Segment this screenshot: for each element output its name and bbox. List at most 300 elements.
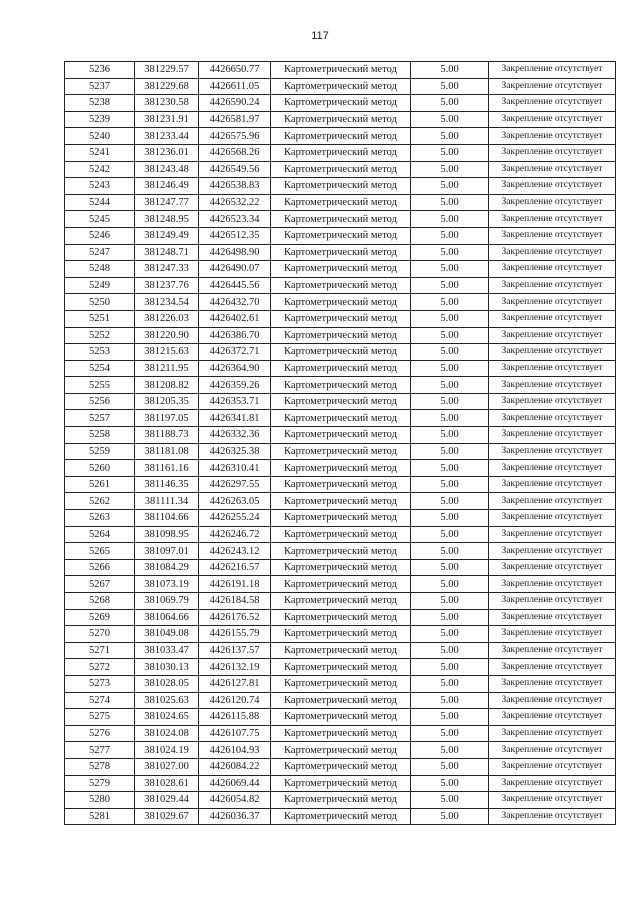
method-cell: Картометрический метод [271,62,411,79]
accuracy-cell: 5.00 [411,310,489,327]
accuracy-cell: 5.00 [411,725,489,742]
accuracy-cell: 5.00 [411,692,489,709]
table-row [65,227,616,244]
method-cell: Картометрический метод [271,593,411,610]
point-number-cell: 5271 [65,642,135,659]
point-number-cell: 5237 [65,78,135,95]
fixation-cell: Закрепление отсутствует [489,244,616,261]
table-row [65,758,616,775]
y-coordinate-cell: 4426372.71 [199,344,271,361]
accuracy-cell: 5.00 [411,111,489,128]
point-number-cell: 5242 [65,161,135,178]
accuracy-cell: 5.00 [411,178,489,195]
method-cell: Картометрический метод [271,725,411,742]
table-row [65,692,616,709]
fixation-cell: Закрепление отсутствует [489,510,616,527]
method-cell: Картометрический метод [271,244,411,261]
method-cell: Картометрический метод [271,95,411,112]
x-coordinate-cell: 381181.08 [135,443,199,460]
accuracy-cell: 5.00 [411,78,489,95]
method-cell: Картометрический метод [271,675,411,692]
x-coordinate-cell: 381229.68 [135,78,199,95]
method-cell: Картометрический метод [271,161,411,178]
table-row [65,559,616,576]
y-coordinate-cell: 4426498.90 [199,244,271,261]
table-row [65,161,616,178]
x-coordinate-cell: 381248.71 [135,244,199,261]
method-cell: Картометрический метод [271,410,411,427]
x-coordinate-cell: 381237.76 [135,277,199,294]
x-coordinate-cell: 381249.49 [135,227,199,244]
table-row [65,360,616,377]
fixation-cell: Закрепление отсутствует [489,360,616,377]
x-coordinate-cell: 381028.05 [135,675,199,692]
point-number-cell: 5244 [65,194,135,211]
method-cell: Картометрический метод [271,128,411,145]
point-number-cell: 5273 [65,675,135,692]
x-coordinate-cell: 381033.47 [135,642,199,659]
y-coordinate-cell: 4426132.19 [199,659,271,676]
x-coordinate-cell: 381197.05 [135,410,199,427]
y-coordinate-cell: 4426432.70 [199,294,271,311]
point-number-cell: 5279 [65,775,135,792]
y-coordinate-cell: 4426243.12 [199,543,271,560]
fixation-cell: Закрепление отсутствует [489,128,616,145]
table-row [65,261,616,278]
accuracy-cell: 5.00 [411,758,489,775]
method-cell: Картометрический метод [271,277,411,294]
y-coordinate-cell: 4426176.52 [199,609,271,626]
table-row [65,593,616,610]
y-coordinate-cell: 4426575.96 [199,128,271,145]
point-number-cell: 5268 [65,593,135,610]
x-coordinate-cell: 381211.95 [135,360,199,377]
table-row [65,211,616,228]
table-row [65,808,616,825]
accuracy-cell: 5.00 [411,427,489,444]
y-coordinate-cell: 4426490.07 [199,261,271,278]
point-number-cell: 5266 [65,559,135,576]
y-coordinate-cell: 4426538.83 [199,178,271,195]
accuracy-cell: 5.00 [411,194,489,211]
fixation-cell: Закрепление отсутствует [489,675,616,692]
point-number-cell: 5269 [65,609,135,626]
table-row [65,543,616,560]
method-cell: Картометрический метод [271,709,411,726]
y-coordinate-cell: 4426386.70 [199,327,271,344]
x-coordinate-cell: 381073.19 [135,576,199,593]
point-number-cell: 5265 [65,543,135,560]
coordinates-table [64,61,616,825]
y-coordinate-cell: 4426127.81 [199,675,271,692]
accuracy-cell: 5.00 [411,593,489,610]
accuracy-cell: 5.00 [411,609,489,626]
fixation-cell: Закрепление отсутствует [489,393,616,410]
x-coordinate-cell: 381205.35 [135,393,199,410]
y-coordinate-cell: 4426650.77 [199,62,271,79]
y-coordinate-cell: 4426512.35 [199,227,271,244]
accuracy-cell: 5.00 [411,227,489,244]
fixation-cell: Закрепление отсутствует [489,692,616,709]
method-cell: Картометрический метод [271,742,411,759]
table-row [65,526,616,543]
method-cell: Картометрический метод [271,609,411,626]
point-number-cell: 5238 [65,95,135,112]
fixation-cell: Закрепление отсутствует [489,211,616,228]
method-cell: Картометрический метод [271,360,411,377]
fixation-cell: Закрепление отсутствует [489,161,616,178]
x-coordinate-cell: 381111.34 [135,493,199,510]
accuracy-cell: 5.00 [411,559,489,576]
y-coordinate-cell: 4426445.56 [199,277,271,294]
fixation-cell: Закрепление отсутствует [489,742,616,759]
accuracy-cell: 5.00 [411,510,489,527]
point-number-cell: 5249 [65,277,135,294]
point-number-cell: 5278 [65,758,135,775]
x-coordinate-cell: 381243.48 [135,161,199,178]
point-number-cell: 5281 [65,808,135,825]
point-number-cell: 5256 [65,393,135,410]
fixation-cell: Закрепление отсутствует [489,62,616,79]
y-coordinate-cell: 4426611.05 [199,78,271,95]
x-coordinate-cell: 381247.77 [135,194,199,211]
point-number-cell: 5270 [65,626,135,643]
table-row [65,460,616,477]
accuracy-cell: 5.00 [411,642,489,659]
fixation-cell: Закрепление отсутствует [489,277,616,294]
y-coordinate-cell: 4426581.97 [199,111,271,128]
x-coordinate-cell: 381030.13 [135,659,199,676]
accuracy-cell: 5.00 [411,62,489,79]
point-number-cell: 5247 [65,244,135,261]
x-coordinate-cell: 381028.61 [135,775,199,792]
x-coordinate-cell: 381104.66 [135,510,199,527]
x-coordinate-cell: 381098.95 [135,526,199,543]
method-cell: Картометрический метод [271,526,411,543]
accuracy-cell: 5.00 [411,360,489,377]
accuracy-cell: 5.00 [411,277,489,294]
method-cell: Картометрический метод [271,692,411,709]
point-number-cell: 5274 [65,692,135,709]
point-number-cell: 5257 [65,410,135,427]
fixation-cell: Закрепление отсутствует [489,294,616,311]
fixation-cell: Закрепление отсутствует [489,377,616,394]
table-row [65,659,616,676]
accuracy-cell: 5.00 [411,526,489,543]
x-coordinate-cell: 381069.79 [135,593,199,610]
point-number-cell: 5240 [65,128,135,145]
point-number-cell: 5264 [65,526,135,543]
method-cell: Картометрический метод [271,144,411,161]
fixation-cell: Закрепление отсутствует [489,775,616,792]
point-number-cell: 5262 [65,493,135,510]
fixation-cell: Закрепление отсутствует [489,178,616,195]
point-number-cell: 5277 [65,742,135,759]
y-coordinate-cell: 4426054.82 [199,792,271,809]
fixation-cell: Закрепление отсутствует [489,410,616,427]
y-coordinate-cell: 4426107.75 [199,725,271,742]
fixation-cell: Закрепление отсутствует [489,526,616,543]
x-coordinate-cell: 381024.19 [135,742,199,759]
y-coordinate-cell: 4426532.22 [199,194,271,211]
y-coordinate-cell: 4426104.93 [199,742,271,759]
method-cell: Картометрический метод [271,194,411,211]
method-cell: Картометрический метод [271,559,411,576]
x-coordinate-cell: 381029.67 [135,808,199,825]
accuracy-cell: 5.00 [411,792,489,809]
point-number-cell: 5252 [65,327,135,344]
accuracy-cell: 5.00 [411,543,489,560]
point-number-cell: 5246 [65,227,135,244]
fixation-cell: Закрепление отсутствует [489,792,616,809]
page-number: 117 [311,30,329,42]
accuracy-cell: 5.00 [411,244,489,261]
point-number-cell: 5243 [65,178,135,195]
fixation-cell: Закрепление отсутствует [489,327,616,344]
fixation-cell: Закрепление отсутствует [489,626,616,643]
point-number-cell: 5280 [65,792,135,809]
point-number-cell: 5248 [65,261,135,278]
table-row [65,377,616,394]
y-coordinate-cell: 4426402.61 [199,310,271,327]
table-row [65,277,616,294]
accuracy-cell: 5.00 [411,626,489,643]
x-coordinate-cell: 381097.01 [135,543,199,560]
point-number-cell: 5261 [65,476,135,493]
table-row [65,78,616,95]
method-cell: Картометрический метод [271,758,411,775]
method-cell: Картометрический метод [271,576,411,593]
table-row [65,128,616,145]
method-cell: Картометрический метод [271,393,411,410]
x-coordinate-cell: 381234.54 [135,294,199,311]
y-coordinate-cell: 4426255.24 [199,510,271,527]
point-number-cell: 5267 [65,576,135,593]
accuracy-cell: 5.00 [411,808,489,825]
method-cell: Картометрический метод [271,78,411,95]
accuracy-cell: 5.00 [411,377,489,394]
table-row [65,742,616,759]
point-number-cell: 5250 [65,294,135,311]
point-number-cell: 5236 [65,62,135,79]
point-number-cell: 5258 [65,427,135,444]
coordinates-table-body [65,62,616,825]
accuracy-cell: 5.00 [411,327,489,344]
y-coordinate-cell: 4426263.05 [199,493,271,510]
fixation-cell: Закрепление отсутствует [489,758,616,775]
table-row [65,95,616,112]
method-cell: Картометрический метод [271,327,411,344]
accuracy-cell: 5.00 [411,294,489,311]
fixation-cell: Закрепление отсутствует [489,111,616,128]
y-coordinate-cell: 4426310.41 [199,460,271,477]
accuracy-cell: 5.00 [411,659,489,676]
table-row [65,244,616,261]
method-cell: Картометрический метод [271,460,411,477]
x-coordinate-cell: 381208.82 [135,377,199,394]
x-coordinate-cell: 381229.57 [135,62,199,79]
fixation-cell: Закрепление отсутствует [489,194,616,211]
y-coordinate-cell: 4426184.58 [199,593,271,610]
table-row [65,178,616,195]
point-number-cell: 5254 [65,360,135,377]
fixation-cell: Закрепление отсутствует [489,808,616,825]
y-coordinate-cell: 4426115.88 [199,709,271,726]
accuracy-cell: 5.00 [411,476,489,493]
fixation-cell: Закрепление отсутствует [489,460,616,477]
table-row [65,609,616,626]
table-row [65,493,616,510]
table-row [65,709,616,726]
method-cell: Картометрический метод [271,659,411,676]
fixation-cell: Закрепление отсутствует [489,609,616,626]
method-cell: Картометрический метод [271,211,411,228]
x-coordinate-cell: 381247.33 [135,261,199,278]
y-coordinate-cell: 4426084.22 [199,758,271,775]
fixation-cell: Закрепление отсутствует [489,709,616,726]
x-coordinate-cell: 381226.03 [135,310,199,327]
fixation-cell: Закрепление отсутствует [489,642,616,659]
accuracy-cell: 5.00 [411,261,489,278]
accuracy-cell: 5.00 [411,128,489,145]
method-cell: Картометрический метод [271,344,411,361]
fixation-cell: Закрепление отсутствует [489,493,616,510]
x-coordinate-cell: 381025.63 [135,692,199,709]
method-cell: Картометрический метод [271,808,411,825]
y-coordinate-cell: 4426353.71 [199,393,271,410]
x-coordinate-cell: 381231.91 [135,111,199,128]
fixation-cell: Закрепление отсутствует [489,576,616,593]
accuracy-cell: 5.00 [411,95,489,112]
fixation-cell: Закрепление отсутствует [489,144,616,161]
table-row [65,510,616,527]
x-coordinate-cell: 381246.49 [135,178,199,195]
y-coordinate-cell: 4426364.90 [199,360,271,377]
method-cell: Картометрический метод [271,642,411,659]
table-row [65,476,616,493]
table-row [65,344,616,361]
fixation-cell: Закрепление отсутствует [489,78,616,95]
y-coordinate-cell: 4426120.74 [199,692,271,709]
y-coordinate-cell: 4426036.37 [199,808,271,825]
table-row [65,427,616,444]
x-coordinate-cell: 381029.44 [135,792,199,809]
point-number-cell: 5241 [65,144,135,161]
method-cell: Картометрический метод [271,443,411,460]
x-coordinate-cell: 381084.29 [135,559,199,576]
accuracy-cell: 5.00 [411,493,489,510]
fixation-cell: Закрепление отсутствует [489,593,616,610]
y-coordinate-cell: 4426341.81 [199,410,271,427]
fixation-cell: Закрепление отсутствует [489,659,616,676]
y-coordinate-cell: 4426155.79 [199,626,271,643]
fixation-cell: Закрепление отсутствует [489,310,616,327]
x-coordinate-cell: 381161.16 [135,460,199,477]
method-cell: Картометрический метод [271,476,411,493]
x-coordinate-cell: 381064.66 [135,609,199,626]
table-row [65,294,616,311]
table-row [65,62,616,79]
x-coordinate-cell: 381236.01 [135,144,199,161]
table-row [65,443,616,460]
accuracy-cell: 5.00 [411,576,489,593]
accuracy-cell: 5.00 [411,742,489,759]
method-cell: Картометрический метод [271,294,411,311]
y-coordinate-cell: 4426332.36 [199,427,271,444]
fixation-cell: Закрепление отсутствует [489,227,616,244]
table-row [65,626,616,643]
y-coordinate-cell: 4426523.34 [199,211,271,228]
method-cell: Картометрический метод [271,510,411,527]
method-cell: Картометрический метод [271,111,411,128]
x-coordinate-cell: 381024.65 [135,709,199,726]
fixation-cell: Закрепление отсутствует [489,725,616,742]
y-coordinate-cell: 4426359.26 [199,377,271,394]
fixation-cell: Закрепление отсутствует [489,543,616,560]
method-cell: Картометрический метод [271,377,411,394]
method-cell: Картометрический метод [271,543,411,560]
table-row [65,792,616,809]
method-cell: Картометрический метод [271,427,411,444]
x-coordinate-cell: 381220.90 [135,327,199,344]
method-cell: Картометрический метод [271,310,411,327]
table-row [65,144,616,161]
x-coordinate-cell: 381188.73 [135,427,199,444]
x-coordinate-cell: 381049.08 [135,626,199,643]
method-cell: Картометрический метод [271,261,411,278]
y-coordinate-cell: 4426590.24 [199,95,271,112]
accuracy-cell: 5.00 [411,460,489,477]
method-cell: Картометрический метод [271,178,411,195]
y-coordinate-cell: 4426549.56 [199,161,271,178]
point-number-cell: 5275 [65,709,135,726]
point-number-cell: 5253 [65,344,135,361]
x-coordinate-cell: 381027.00 [135,758,199,775]
accuracy-cell: 5.00 [411,393,489,410]
method-cell: Картометрический метод [271,493,411,510]
table-row [65,393,616,410]
table-row [65,111,616,128]
x-coordinate-cell: 381230.58 [135,95,199,112]
accuracy-cell: 5.00 [411,144,489,161]
y-coordinate-cell: 4426325.38 [199,443,271,460]
point-number-cell: 5272 [65,659,135,676]
point-number-cell: 5263 [65,510,135,527]
accuracy-cell: 5.00 [411,344,489,361]
point-number-cell: 5259 [65,443,135,460]
fixation-cell: Закрепление отсутствует [489,427,616,444]
method-cell: Картометрический метод [271,227,411,244]
table-row [65,775,616,792]
point-number-cell: 5239 [65,111,135,128]
y-coordinate-cell: 4426568.26 [199,144,271,161]
accuracy-cell: 5.00 [411,443,489,460]
fixation-cell: Закрепление отсутствует [489,443,616,460]
point-number-cell: 5245 [65,211,135,228]
table-row [65,310,616,327]
table-row [65,327,616,344]
y-coordinate-cell: 4426297.55 [199,476,271,493]
y-coordinate-cell: 4426216.57 [199,559,271,576]
accuracy-cell: 5.00 [411,211,489,228]
table-row [65,576,616,593]
point-number-cell: 5251 [65,310,135,327]
y-coordinate-cell: 4426069.44 [199,775,271,792]
accuracy-cell: 5.00 [411,410,489,427]
fixation-cell: Закрепление отсутствует [489,261,616,278]
accuracy-cell: 5.00 [411,709,489,726]
point-number-cell: 5255 [65,377,135,394]
